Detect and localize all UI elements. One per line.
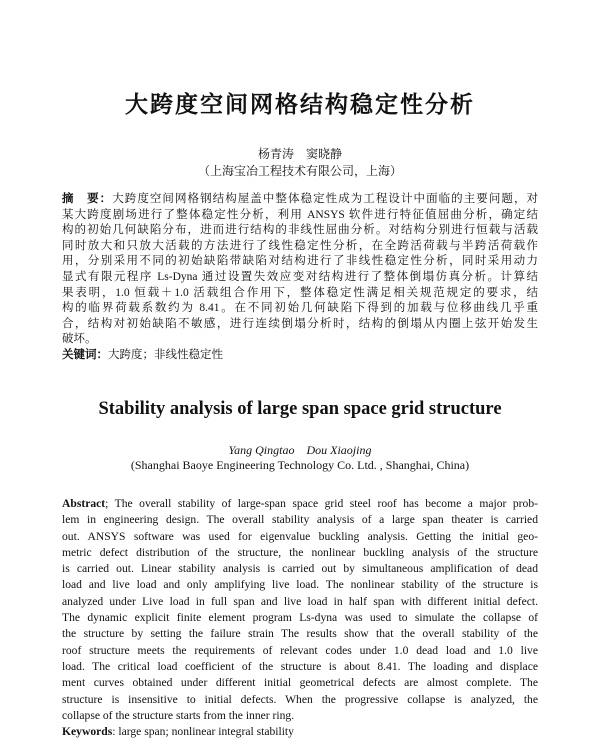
abstract-line: 显式有限元程序 Ls-Dyna 通过设置失效应变对结构进行了整体倒塌仿真分析。计算结 [62,270,538,283]
abstract-label: 摘 要： [62,193,113,205]
english-authors: Yang Qingtao Dou Xiaojing [228,443,372,457]
english-affiliation: (Shanghai Baoye Engineering Technology Co. Ltd. , Shanghai, China) [130,458,470,472]
abstract-line: 同时放大和只放大活载的方法进行了线性稳定性分析，在全跨活荷载与半跨活荷载作 [62,239,538,252]
abstract-line: 破坏。 [62,333,97,346]
english-abstract [62,496,538,740]
chinese-authors: 杨青涛 窦晓静 [257,147,342,161]
abstract-line: load. The critical load coefficient of the structure is about 8.41. The loading and displace [62,659,538,673]
abstract-label: Abstract [62,497,106,510]
keywords-label: Keywords [62,725,113,739]
abstract-line: lem in engineering design. The overall stability analysis of a large span theater is carried [62,513,538,527]
chinese-abstract [62,192,538,364]
keywords-label: 关键词： [62,348,108,361]
abstract-line: structure is insensitive to initial defects. When the progressive collapse is analyzed, the [62,692,538,706]
abstract-line: 某大跨度剧场进行了整体稳定性分析，利用 ANSYS 软件进行特征值屈曲分析，确定结 [62,208,538,221]
abstract-line: The dynamic explicit finite element program Ls-dyna was used to simulate the collapse of [62,611,538,625]
abstract-line: 构的临界荷载系数约为 8.41。在不同初始几何缺陷下得到的加载与位移曲线几乎重 [62,302,538,315]
abstract-line: analyzed under Live load in full span and live load in half span with different initial defect. [62,594,538,608]
abstract-line: metric defect distribution of the structure, the nonlinear buckling analysis of the structure [62,545,538,559]
english-title: Stability analysis of large span space grid structure [98,399,502,419]
abstract-line: 果表明，1.0 恒载＋1.0 活载组合作用下，整体稳定性满足相关规范规定的要求，结 [62,286,538,299]
english-keywords: Keywords: large span; nonlinear integral stability [62,725,294,739]
abstract-line: is carried out. Linear stability analysis is carried out by simultaneous amplification of dead [62,562,538,576]
abstract-line: roof structure meets the requirements of relevant codes under 1.0 dead load and 1.0 live [62,643,538,657]
abstract-line: 合，结构对初始缺陷不敏感，进行连续倒塌分析时，结构的倒塌从内圈上弦开始发生 [62,317,538,330]
abstract-line: the structure by setting the failure strain The results show that the overall stability of the [62,627,538,641]
chinese-affiliation: （上海宝冶工程技术有限公司，上海） [197,164,402,178]
abstract-line: 摘 要：大跨度空间网格钢结构屋盖中整体稳定性成为工程设计中面临的主要问题，对 [62,193,538,205]
chinese-keywords: 关键词：大跨度；非线性稳定性 [62,348,223,361]
abstract-line: load and live load and only amplifying live load. The nonlinear stability of the structure is [62,578,538,592]
chinese-title: 大跨度空间网格结构稳定性分析 [125,92,475,118]
abstract-line: 用，分别采用不同的初始缺陷带缺陷对结构进行了非线性稳定性分析，同时采用动力 [62,255,538,268]
abstract-line: out. ANSYS software was used for eigenvalue buckling analysis. Getting the initial geo- [62,529,538,543]
abstract-line: collapse of the structure starts from the inner ring. [62,708,295,722]
abstract-line: ment curves obtained under different initial geometrical defects are almost complete. The [62,676,538,690]
abstract-line: 构的初始几何缺陷分布，进而进行结构的非线性屈曲分析。对结构分别进行恒载与活载 [62,224,538,237]
abstract-line: Abstract; The overall stability of large-span space grid steel roof has become a major prob- [62,497,538,510]
